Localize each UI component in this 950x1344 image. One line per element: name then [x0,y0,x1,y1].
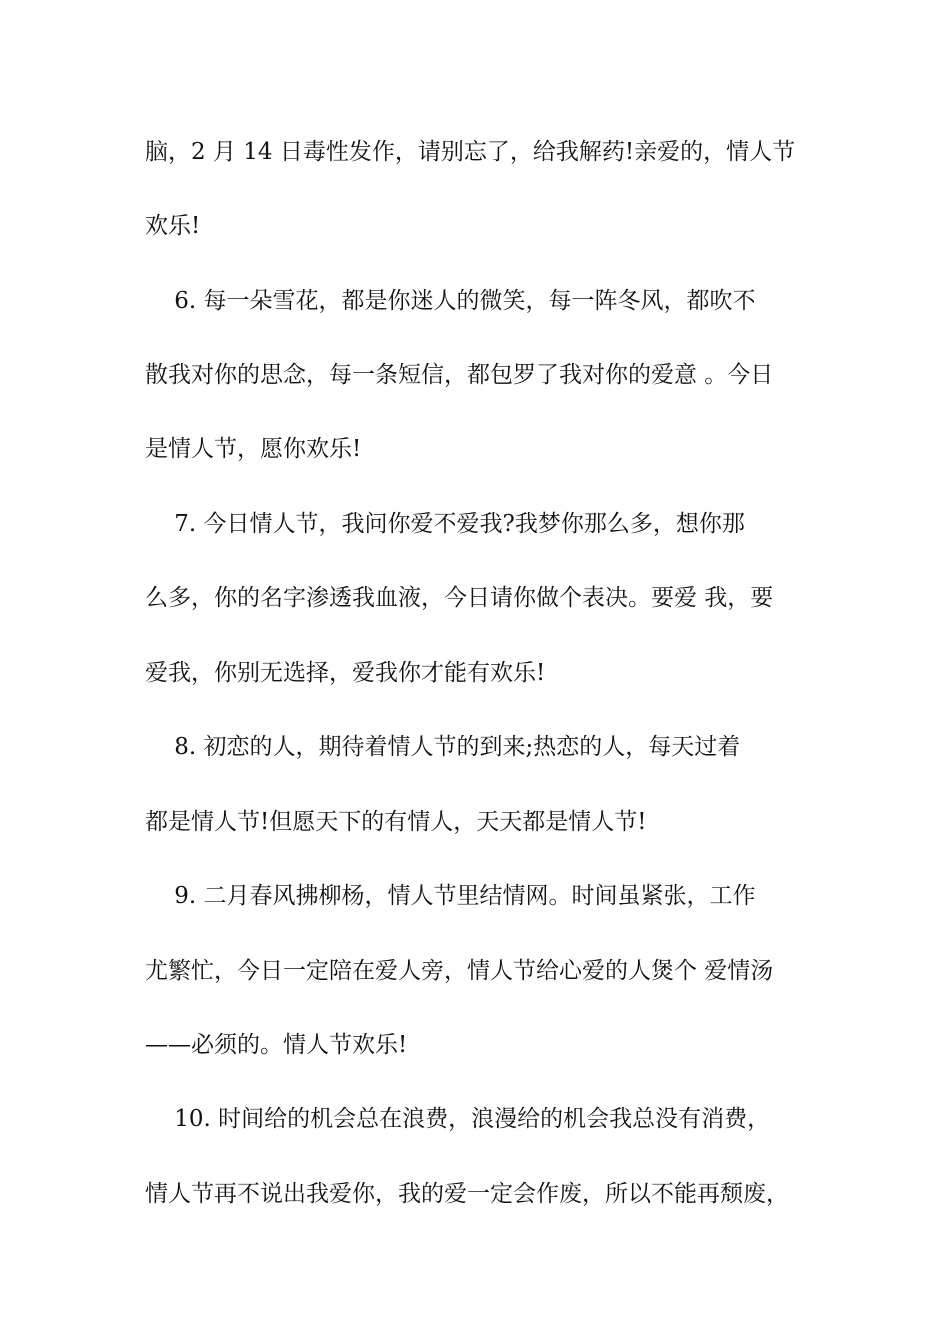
paragraph-9-start: 9. 二月春风拂柳杨，情人节里结情网。时间虽紧张，工作 [145,883,756,909]
text-line: 脑，2 月 14 日毒性发作，请别忘了，给我解药!亲爱的，情人节 [145,139,796,165]
paragraph-8-start: 8. 初恋的人，期待着情人节的到来;热恋的人，每天过着 [145,734,741,760]
paragraph-6-start: 6. 每一朵雪花，都是你迷人的微笑，每一阵冬风，都吹不 [145,288,756,314]
paragraph-10-start: 10. 时间给的机会总在浪费，浪漫给的机会我总没有消费， [145,1106,771,1132]
paragraph-7-start: 7. 今日情人节，我问你爱不爱我?我梦你那么多，想你那 [145,511,745,537]
text-line: 散我对你的思念，每一条短信，都包罗了我对你的爱意 。今日 [145,362,774,388]
text-line: 么多，你的名字渗透我血液，今日请你做个表决。要爱 我，要 [145,585,774,611]
text-line: 是情人节，愿你欢乐! [145,436,362,462]
text-line: 欢乐! [145,213,201,239]
text-line: 情人节再不说出我爱你，我的爱一定会作废，所以不能再颓废， [145,1181,789,1207]
text-line: 爱我，你别无选择，爱我你才能有欢乐! [145,660,546,686]
text-line: 都是情人节!但愿天下的有情人，天天都是情人节! [145,809,647,835]
text-line: 尤繁忙，今日一定陪在爱人旁，情人节给心爱的人煲个 爱情汤 [145,958,774,984]
text-line: ——必须的。情人节欢乐! [145,1032,408,1058]
